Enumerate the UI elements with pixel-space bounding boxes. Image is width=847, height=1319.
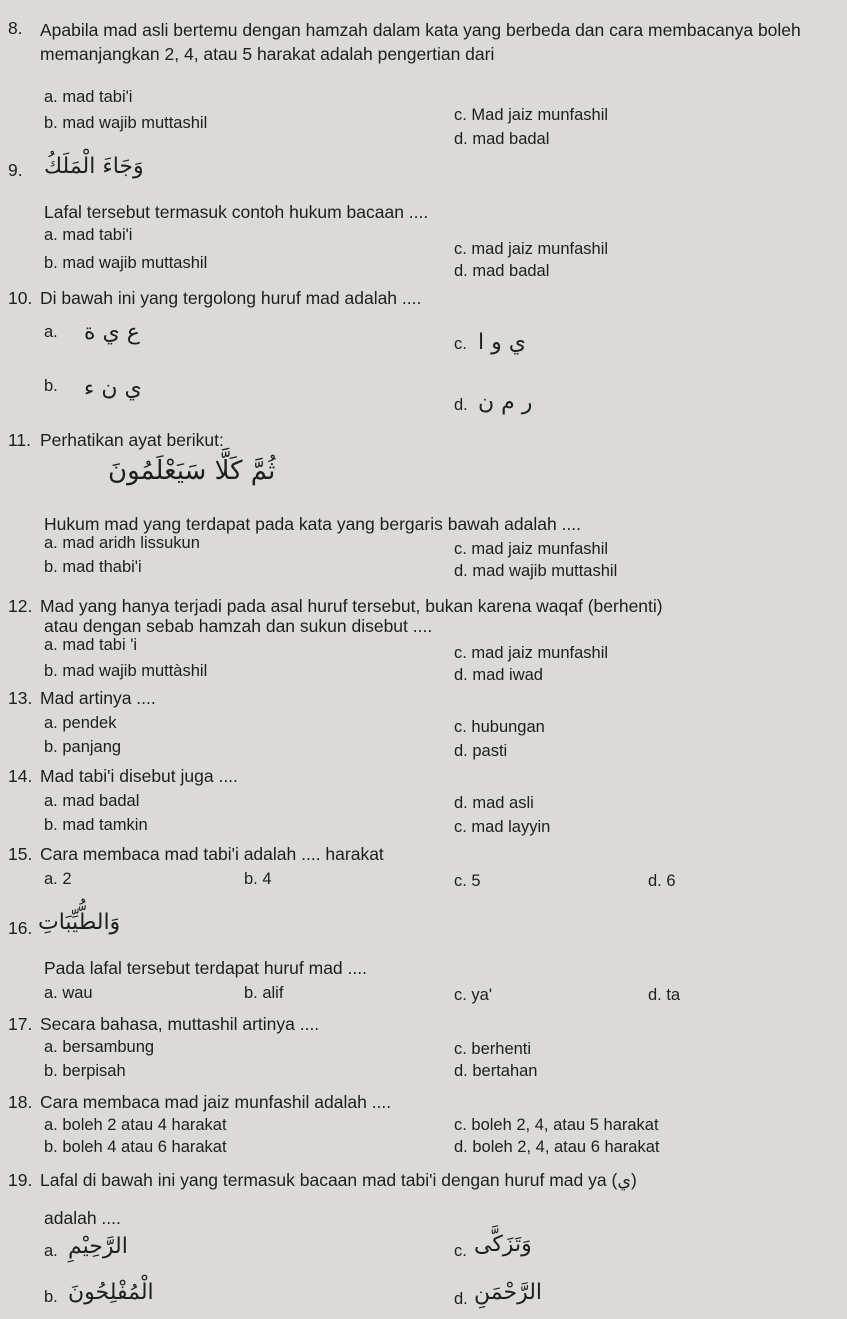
q12-option-c: c. mad jaiz munfashil xyxy=(454,644,609,662)
q10-option-b-arabic: ي ن ء xyxy=(84,376,142,401)
q16-number: 16. xyxy=(8,918,33,938)
q11-option-a: a. mad aridh lissukun xyxy=(44,534,200,552)
q15-option-c: c. 5 xyxy=(454,872,481,890)
q18-number: 18. xyxy=(8,1092,33,1112)
q14-option-d: d. mad asli xyxy=(454,794,534,812)
q12-number: 12. xyxy=(8,596,33,616)
q19-option-d-label: d. xyxy=(454,1290,468,1308)
q17-option-c: c. berhenti xyxy=(454,1040,532,1058)
q10-option-b-label: b. xyxy=(44,377,58,395)
q18-option-d: d. boleh 2, 4, atau 6 harakat xyxy=(454,1138,660,1156)
q18-text: Cara membaca mad jaiz munfashil adalah .... xyxy=(40,1092,392,1112)
q9-option-c: c. mad jaiz munfashil xyxy=(454,240,609,258)
q18-option-a: a. boleh 2 atau 4 harakat xyxy=(44,1116,227,1134)
q16-option-b: b. alif xyxy=(244,984,284,1002)
q12-text-line1: Mad yang hanya terjadi pada asal huruf tersebut, bukan karena waqaf (berhenti) xyxy=(40,596,663,616)
q17-text: Secara bahasa, muttashil artinya .... xyxy=(40,1014,320,1034)
q19-option-b-label: b. xyxy=(44,1288,58,1306)
q9-option-b: b. mad wajib muttashil xyxy=(44,254,208,272)
q11-option-c: c. mad jaiz munfashil xyxy=(454,540,609,558)
q15-number: 15. xyxy=(8,844,33,864)
q10-option-c-arabic: ي و ا xyxy=(478,330,526,355)
q14-number: 14. xyxy=(8,766,33,786)
q8-text: Apabila mad asli bertemu dengan hamzah dalam kata yang berbeda dan cara membacanya boleh memanjangkan 2, 4, atau 5 harakat adalah pengertian dari xyxy=(40,20,801,64)
q8-number: 8. xyxy=(8,18,23,38)
q10-option-a-label: a. xyxy=(44,323,58,341)
q13-option-d: d. pasti xyxy=(454,742,508,760)
q13-number: 13. xyxy=(8,688,33,708)
q14-option-c: c. mad layyin xyxy=(454,818,551,836)
q19-option-c-arabic: وَتَزَكَّى xyxy=(474,1232,532,1257)
q9-option-d: d. mad badal xyxy=(454,262,550,280)
q16-option-d: d. ta xyxy=(648,986,681,1004)
q8-option-b: b. mad wajib muttashil xyxy=(44,114,208,132)
q11-arabic-verse: ثُمَّ كَلَّا سَيَعْلَمُونَ xyxy=(108,456,276,486)
q15-option-b: b. 4 xyxy=(244,870,272,888)
q19-option-d-arabic: الرَّحْمَنِ xyxy=(474,1280,543,1305)
q17-option-b: b. berpisah xyxy=(44,1062,126,1080)
q12-text-line2: atau dengan sebab hamzah dan sukun disebut .... xyxy=(44,616,433,636)
q19-option-b-arabic: الْمُفْلِحُونَ xyxy=(68,1280,154,1305)
q11-option-d: d. mad wajib muttashil xyxy=(454,562,618,580)
q18-option-b: b. boleh 4 atau 6 harakat xyxy=(44,1138,227,1156)
q16-option-c: c. ya' xyxy=(454,986,492,1004)
q11-question: Hukum mad yang terdapat pada kata yang bergaris bawah adalah .... xyxy=(44,514,582,534)
q10-option-c-label: c. xyxy=(454,335,467,353)
q8-option-a: a. mad tabi'i xyxy=(44,88,133,106)
q10-option-d-label: d. xyxy=(454,396,468,414)
q19-option-c-label: c. xyxy=(454,1242,467,1260)
q17-option-d: d. bertahan xyxy=(454,1062,538,1080)
q9-arabic: وَجَاءَ الْمَلَكُ xyxy=(44,154,144,179)
q11-number: 11. xyxy=(8,430,32,450)
q14-option-a: a. mad badal xyxy=(44,792,140,810)
q10-option-a-arabic: ع ي ة xyxy=(84,320,140,345)
q8-option-d: d. mad badal xyxy=(454,130,550,148)
q19-text-2: adalah .... xyxy=(44,1208,121,1228)
q11-text: Perhatikan ayat berikut: xyxy=(40,430,224,450)
q15-option-a: a. 2 xyxy=(44,870,72,888)
q10-text: Di bawah ini yang tergolong huruf mad adalah .... xyxy=(40,288,422,308)
q17-number: 17. xyxy=(8,1014,33,1034)
q12-option-a: a. mad tabi 'i xyxy=(44,636,138,654)
q16-option-a: a. wau xyxy=(44,984,93,1002)
q13-option-c: c. hubungan xyxy=(454,718,545,736)
q19-option-a-arabic: الرَّحِيْمِ xyxy=(68,1234,128,1259)
q13-text: Mad artinya .... xyxy=(40,688,156,708)
q14-option-b: b. mad tamkin xyxy=(44,816,148,834)
q14-text: Mad tabi'i disebut juga .... xyxy=(40,766,238,786)
q19-option-a-label: a. xyxy=(44,1242,58,1260)
q15-text: Cara membaca mad tabi'i adalah .... harakat xyxy=(40,844,384,864)
q9-text: Lafal tersebut termasuk contoh hukum bacaan .... xyxy=(44,202,429,222)
q19-text: Lafal di bawah ini yang termasuk bacaan mad tabi'i dengan huruf mad ya (ي) xyxy=(40,1170,637,1190)
q9-option-a: a. mad tabi'i xyxy=(44,226,133,244)
q17-option-a: a. bersambung xyxy=(44,1038,155,1056)
q19-number: 19. xyxy=(8,1170,33,1190)
q12-option-d: d. mad iwad xyxy=(454,666,543,684)
q18-option-c: c. boleh 2, 4, atau 5 harakat xyxy=(454,1116,659,1134)
q11-option-b: b. mad thabi'i xyxy=(44,558,142,576)
q12-option-b: b. mad wajib muttàshil xyxy=(44,662,208,680)
q13-option-b: b. panjang xyxy=(44,738,122,756)
q13-option-a: a. pendek xyxy=(44,714,117,732)
q8-option-c: c. Mad jaiz munfashil xyxy=(454,106,609,124)
q10-number: 10. xyxy=(8,288,33,308)
q10-option-d-arabic: ر م ن xyxy=(478,390,533,415)
q15-option-d: d. 6 xyxy=(648,872,676,890)
q16-text: Pada lafal tersebut terdapat huruf mad .... xyxy=(44,958,367,978)
q9-number: 9. xyxy=(8,160,23,180)
q16-arabic: وَالطُّيِّبَاتِ xyxy=(38,910,121,935)
